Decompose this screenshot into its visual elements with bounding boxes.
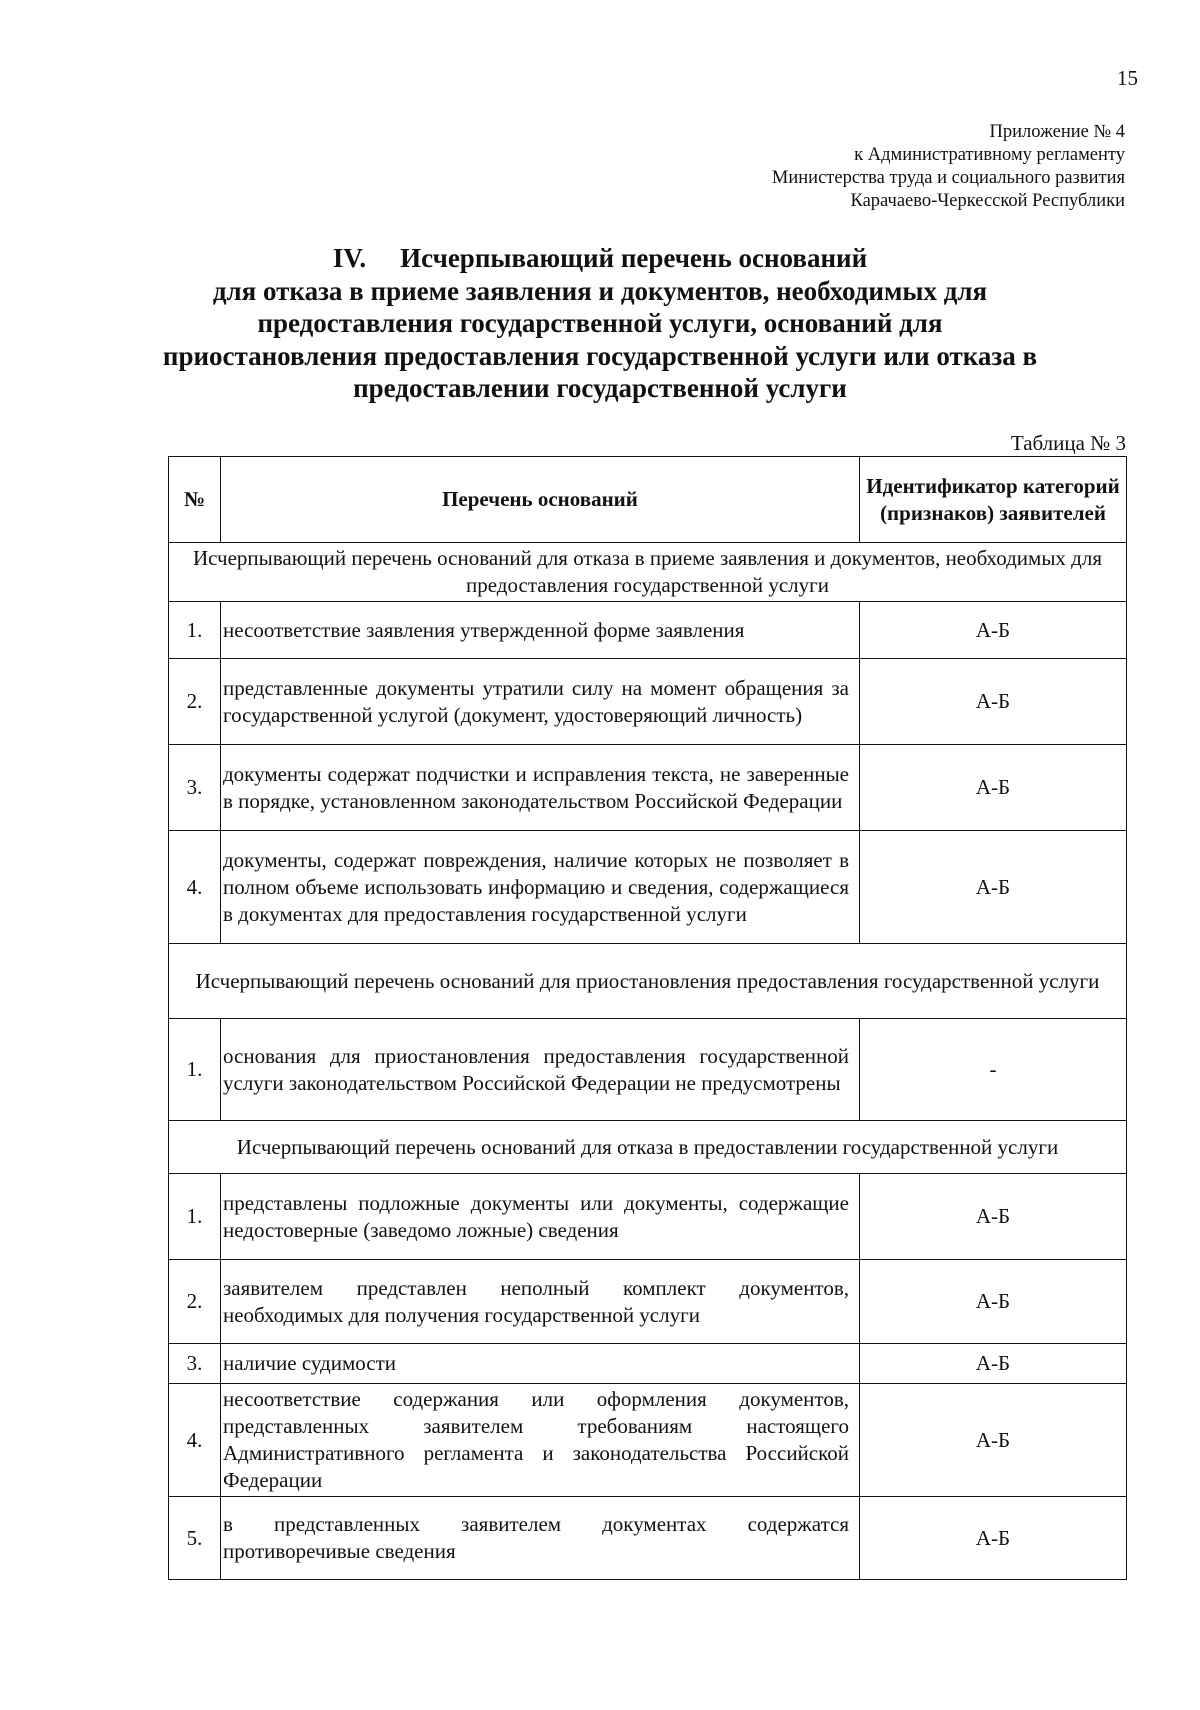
table-row (169, 1497, 1127, 1580)
table-row (169, 1174, 1127, 1260)
section-title: Исчерпывающий перечень оснований для отказа в приеме заявления и документов, необходимых для предоставления государственной услуги (169, 543, 1127, 602)
row-text: в представленных заявителем документах содержатся противоречивые сведения (221, 1497, 860, 1580)
appendix-note (772, 121, 1125, 213)
section-row (169, 944, 1127, 1019)
row-identifier: - (860, 1019, 1127, 1121)
row-text: документы, содержат повреждения, наличие которых не позволяет в полном объеме использовать информацию и сведения, содержащиеся в документах для предоставления государственной услуги (221, 831, 860, 944)
row-identifier: А-Б (860, 1260, 1127, 1344)
row-text: представлены подложные документы или документы, содержащие недостоверные (заведомо ложные) сведения (221, 1174, 860, 1260)
section-title: Исчерпывающий перечень оснований для приостановления предоставления государственной услуги (169, 944, 1127, 1019)
heading-text: Исчерпывающий перечень оснований (400, 243, 868, 273)
table-row (169, 1344, 1127, 1384)
row-number: 2. (169, 659, 221, 745)
row-text: основания для приостановления предоставления государственной услуги законодательством Российской Федерации не предусмотрены (221, 1019, 860, 1121)
row-number: 1. (169, 602, 221, 659)
row-text: наличие судимости (221, 1344, 860, 1384)
row-number: 4. (169, 831, 221, 944)
row-text: несоответствие содержания или оформления документов, представленных заявителем требованиям настоящего Административного регламента и законодательства Российской Федерации (221, 1384, 860, 1497)
row-identifier: А-Б (860, 659, 1127, 745)
header-basis: Перечень оснований (221, 457, 860, 543)
appendix-line: Приложение № 4 (989, 122, 1125, 142)
row-number: 4. (169, 1384, 221, 1497)
row-identifier: А-Б (860, 1344, 1127, 1384)
table-row (169, 745, 1127, 831)
page-number: 15 (1117, 66, 1138, 90)
row-identifier: А-Б (860, 1384, 1127, 1497)
row-number: 3. (169, 745, 221, 831)
row-number: 5. (169, 1497, 221, 1580)
row-identifier: А-Б (860, 1497, 1127, 1580)
section-number: IV. (332, 243, 367, 273)
heading-line: предоставления государственной услуги, оснований для (257, 308, 943, 338)
appendix-line: к Административному регламенту (854, 145, 1125, 165)
row-number: 2. (169, 1260, 221, 1344)
section-heading (150, 242, 1050, 405)
table-row (169, 1019, 1127, 1121)
grounds-table (168, 456, 1127, 1580)
table-row (169, 659, 1127, 745)
row-text: представленные документы утратили силу на момент обращения за государственной услугой (документ, удостоверяющий личность) (221, 659, 860, 745)
row-text: несоответствие заявления утвержденной форме заявления (221, 602, 860, 659)
heading-line (150, 242, 1050, 275)
section-row (169, 543, 1127, 602)
header-identifier: Идентификатор категорий (признаков) заявителей (860, 457, 1127, 543)
row-text: документы содержат подчистки и исправления текста, не заверенные в порядке, установленном законодательством Российской Федерации (221, 745, 860, 831)
table-row (169, 831, 1127, 944)
section-row (169, 1121, 1127, 1174)
row-number: 1. (169, 1174, 221, 1260)
table-row (169, 602, 1127, 659)
row-identifier: А-Б (860, 1174, 1127, 1260)
heading-line: предоставлении государственной услуги (353, 373, 847, 403)
section-title: Исчерпывающий перечень оснований для отказа в предоставлении государственной услуги (169, 1121, 1127, 1174)
table-label: Таблица № 3 (1010, 431, 1126, 455)
header-number: № (169, 457, 221, 543)
table-header-row (169, 457, 1127, 543)
row-number: 1. (169, 1019, 221, 1121)
table-row (169, 1384, 1127, 1497)
heading-line: приостановления предоставления государственной услуги или отказа в (162, 340, 1038, 371)
table-row (169, 1260, 1127, 1344)
row-identifier: А-Б (860, 745, 1127, 831)
row-identifier: А-Б (860, 602, 1127, 659)
row-identifier: А-Б (860, 831, 1127, 944)
heading-line: для отказа в приеме заявления и документов, необходимых для (212, 275, 988, 306)
appendix-line: Карачаево-Черкесской Республики (850, 191, 1125, 211)
row-number: 3. (169, 1344, 221, 1384)
appendix-line: Министерства труда и социального развития (771, 168, 1125, 188)
row-text: заявителем представлен неполный комплект документов, необходимых для получения государственной услуги (221, 1260, 860, 1344)
